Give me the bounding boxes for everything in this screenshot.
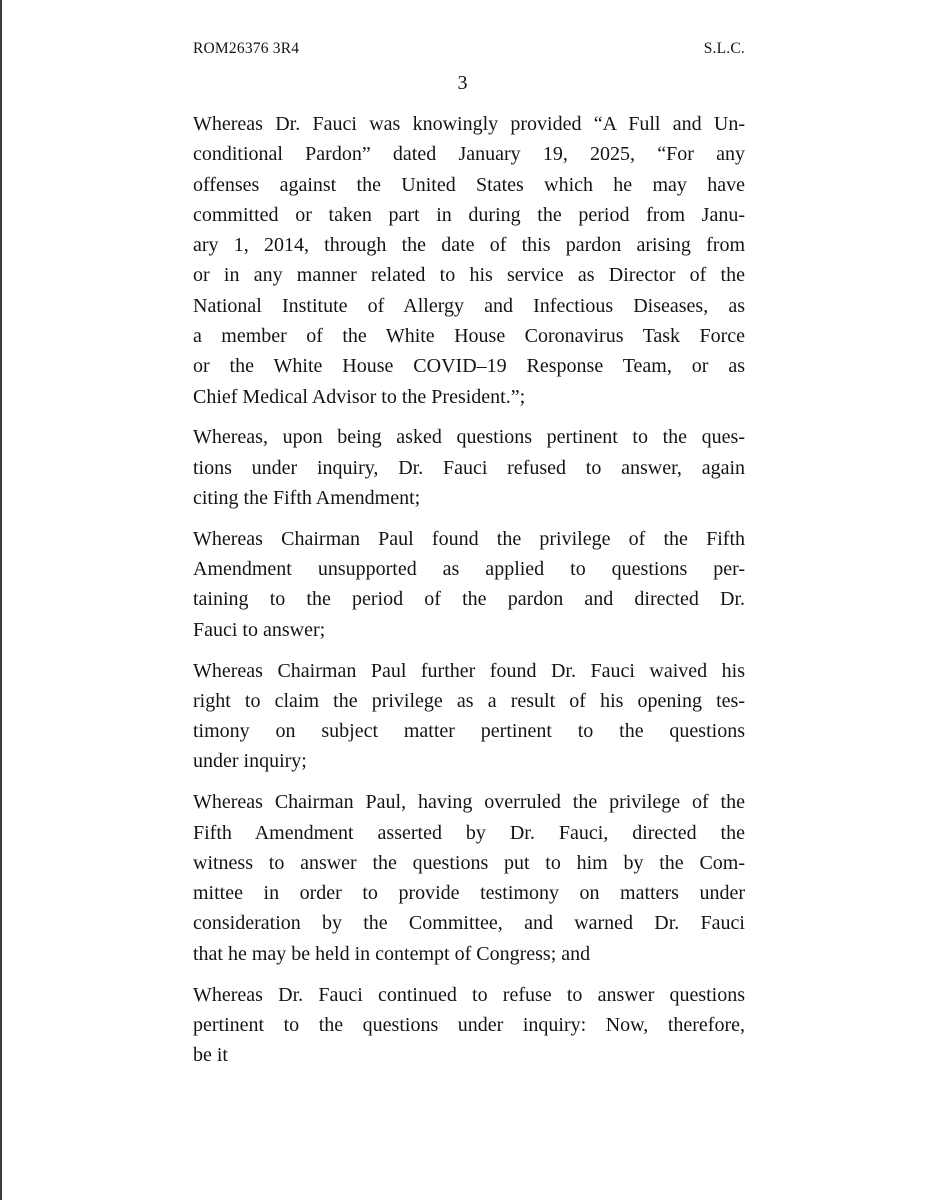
whereas-clause bbox=[193, 524, 745, 645]
clause-line: Whereas Dr. Fauci continued to refuse to answer questions bbox=[193, 983, 745, 1006]
clause-line: Whereas Chairman Paul further found Dr. Fauci waived his bbox=[193, 659, 745, 682]
clause-line: timony on subject matter pertinent to the questions bbox=[193, 720, 745, 743]
clause-line: Fifth Amendment asserted by Dr. Fauci, directed the bbox=[193, 821, 745, 844]
page-edge-rule bbox=[0, 0, 2, 1200]
clause-line: right to claim the privilege as a result of his opening tes- bbox=[193, 689, 745, 712]
clause-line: ary 1, 2014, through the date of this pardon arising from bbox=[193, 234, 745, 257]
clause-line: Amendment unsupported as applied to questions per- bbox=[193, 558, 745, 581]
whereas-clause bbox=[193, 787, 745, 969]
whereas-clause bbox=[193, 980, 745, 1071]
clause-line: or in any manner related to his service as Director of the bbox=[193, 264, 745, 287]
clause-line: a member of the White House Coronavirus Task Force bbox=[193, 325, 745, 348]
clause-line: Whereas, upon being asked questions pertinent to the ques- bbox=[193, 426, 745, 449]
clause-line: offenses against the United States which he may have bbox=[193, 173, 745, 196]
document-id: ROM26376 3R4 bbox=[193, 40, 300, 57]
whereas-clause bbox=[193, 109, 745, 412]
whereas-clause bbox=[193, 422, 745, 513]
clause-line: National Institute of Allergy and Infectious Diseases, as bbox=[193, 294, 745, 317]
page-header bbox=[193, 40, 745, 64]
clause-line: pertinent to the questions under inquiry: Now, therefore, bbox=[193, 1013, 745, 1036]
clause-line: consideration by the Committee, and warned Dr. Fauci bbox=[193, 912, 745, 935]
office-code: S.L.C. bbox=[703, 40, 745, 57]
clause-line: Fauci to answer; bbox=[193, 618, 326, 641]
clause-line: Whereas Dr. Fauci was knowingly provided “A Full and Un- bbox=[193, 113, 745, 135]
whereas-clause bbox=[193, 656, 745, 777]
clause-line: committed or taken part in during the period from Janu- bbox=[193, 203, 745, 226]
clause-line: that he may be held in contempt of Congress; and bbox=[193, 942, 591, 965]
clause-line: witness to answer the questions put to him by the Com- bbox=[193, 851, 745, 874]
clause-line: conditional Pardon” dated January 19, 2025, “For any bbox=[193, 143, 745, 166]
clause-line: citing the Fifth Amendment; bbox=[193, 487, 421, 510]
clause-line: or the White House COVID–19 Response Team, or as bbox=[193, 355, 745, 378]
clause-line: Whereas Chairman Paul found the privilege of the Fifth bbox=[193, 527, 745, 550]
clause-line: mittee in order to provide testimony on matters under bbox=[193, 882, 745, 905]
resolution-body bbox=[193, 109, 745, 1081]
clause-line: tions under inquiry, Dr. Fauci refused to answer, again bbox=[193, 456, 745, 479]
clause-line: under inquiry; bbox=[193, 750, 307, 773]
clause-line: Chief Medical Advisor to the President.”; bbox=[193, 385, 526, 408]
clause-line: Whereas Chairman Paul, having overruled the privilege of the bbox=[193, 791, 745, 814]
page-number: 3 bbox=[457, 72, 468, 94]
clause-line: be it bbox=[193, 1044, 228, 1067]
clause-line: taining to the period of the pardon and directed Dr. bbox=[193, 588, 745, 611]
